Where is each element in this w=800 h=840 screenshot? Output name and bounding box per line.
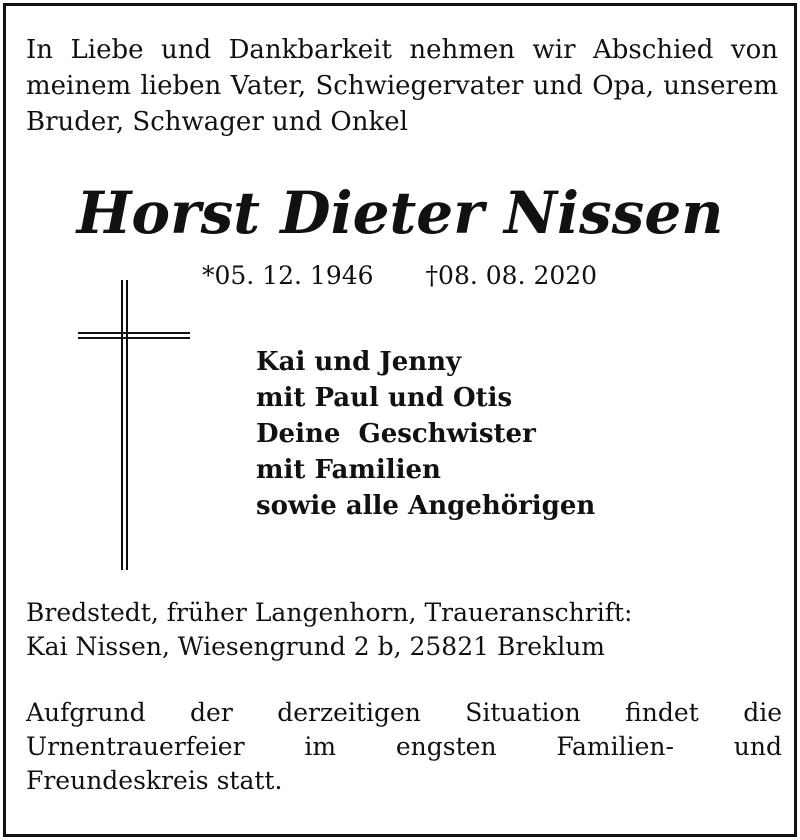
birth-symbol: * (202, 261, 215, 290)
intro-text: In Liebe und Dankbarkeit nehmen wir Abschied von meinem lieben Vater, Schwiegervater und Opa, unserem Bruder, Schwager und Onkel (26, 35, 778, 137)
mourner-line: sowie alle Angehörigen (256, 491, 596, 521)
address-line-1: Bredstedt, früher Langenhorn, Traueranschrift: (26, 598, 633, 627)
funeral-notice (26, 696, 782, 798)
mourning-address (26, 596, 632, 664)
death-date: 08. 08. 2020 (438, 261, 598, 290)
deceased-name: Horst Dieter Nissen (76, 179, 724, 247)
mourners-list (256, 344, 595, 524)
birth-date: 05. 12. 1946 (214, 261, 374, 290)
mourner-line: Deine Geschwister (256, 419, 536, 449)
notice-line-2: Urnentrauerfeier im engsten Familien- und (26, 732, 782, 761)
mourner-line: mit Paul und Otis (256, 383, 513, 413)
obituary-frame (3, 3, 797, 837)
address-line-2: Kai Nissen, Wiesengrund 2 b, 25821 Breklum (26, 632, 606, 661)
notice-line-3: Freundeskreis statt. (26, 766, 283, 795)
notice-line-1: Aufgrund der derzeitigen Situation findet die (26, 698, 782, 727)
cross-icon (76, 278, 192, 572)
death-symbol: † (425, 261, 439, 290)
mourner-line: Kai und Jenny (256, 347, 462, 377)
mourner-line: mit Familien (256, 455, 441, 485)
life-dates (202, 260, 597, 292)
